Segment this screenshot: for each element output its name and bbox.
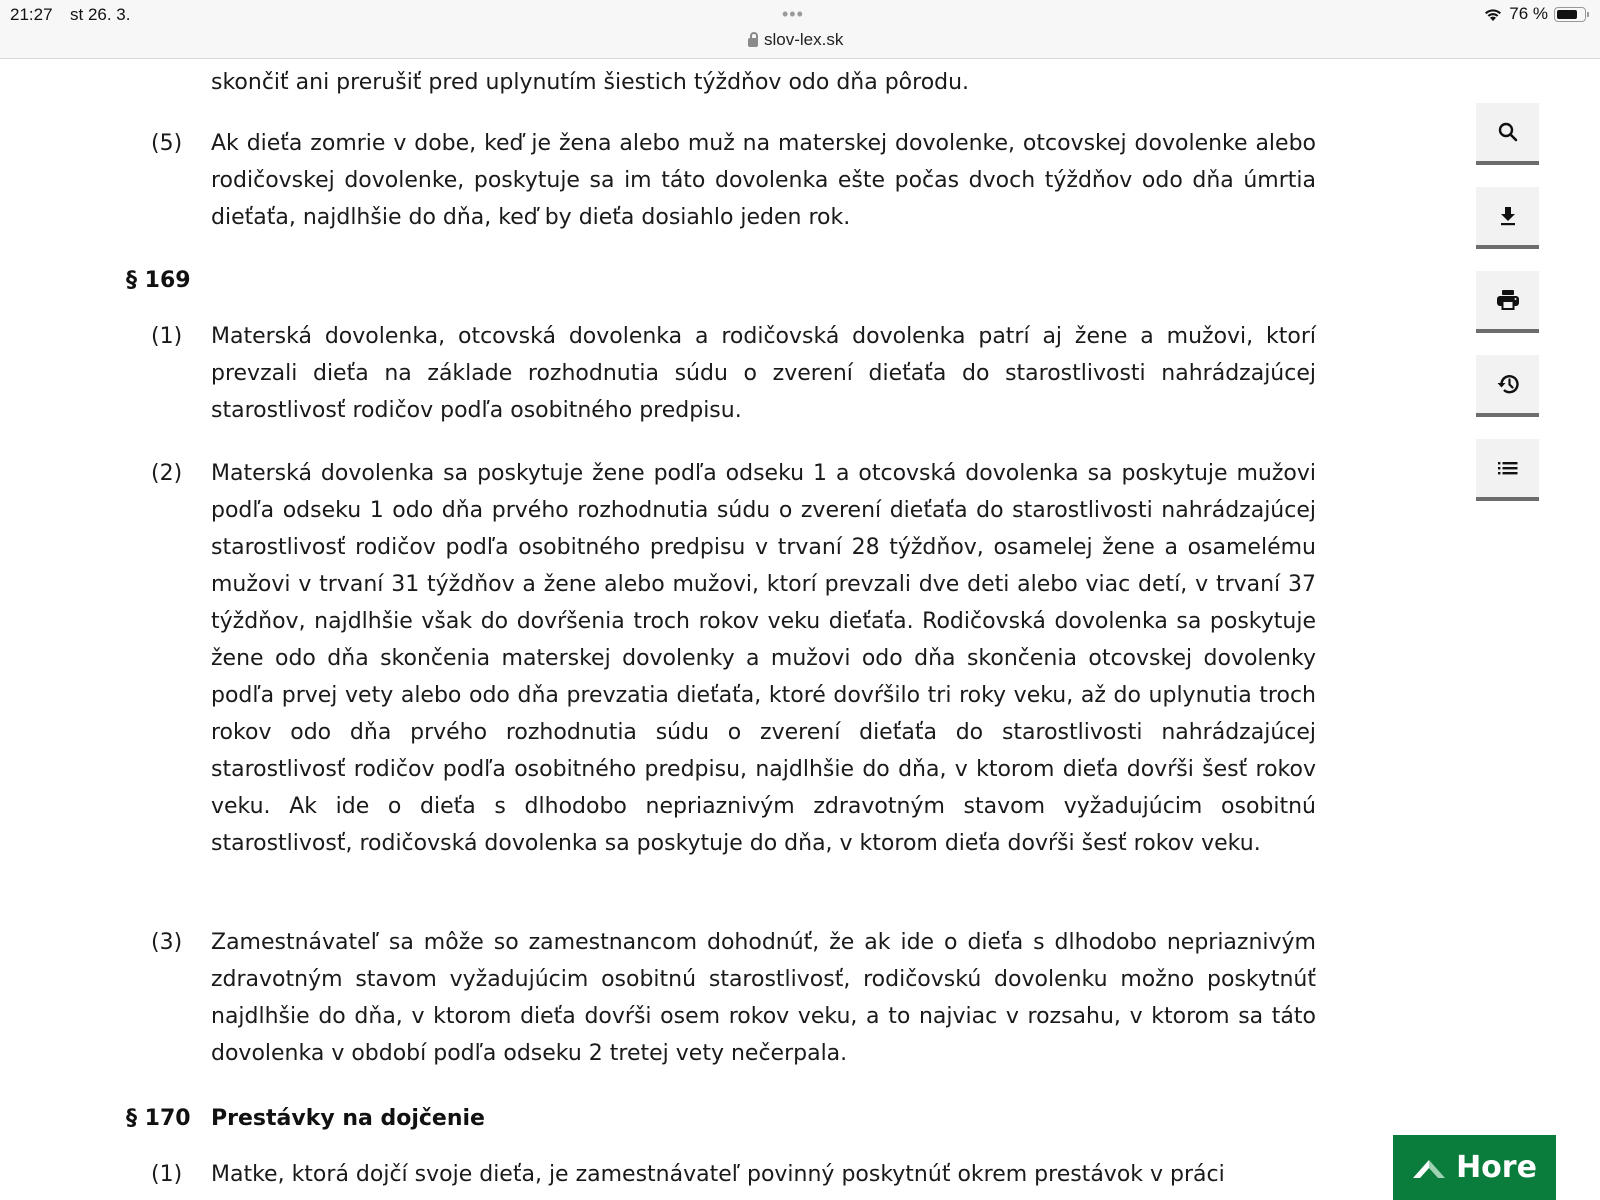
print-button[interactable] (1476, 271, 1539, 333)
paragraph-text: Matke, ktorá dojčí svoje dieťa, je zamestnávateľ povinný poskytnúť okrem prestávok v práci (211, 1162, 1225, 1187)
paragraph-fragment: skončiť ani prerušiť pred uplynutím šiestich týždňov odo dňa pôrodu. (211, 70, 970, 95)
section-heading-169: § 169 (126, 268, 191, 293)
chevron-up-icon (1412, 1156, 1446, 1180)
print-icon (1495, 288, 1521, 312)
back-to-top-button[interactable] (1393, 1135, 1556, 1200)
battery-level (1557, 10, 1577, 19)
paragraph-number: (1) (151, 1162, 183, 1187)
paragraph-number: (2) (151, 461, 183, 486)
paragraph-text: Materská dovolenka sa poskytuje žene podľa odseku 1 a otcovská dovolenka sa poskytuje mužovi podľa odseku 1 odo dňa prvého rozhodnutia súdu o zverení dieťaťa do starostlivosti nahrádzajúcej starostlivosť rodičov podľa osobitného predpisu v trvaní 28 týždňov, osamelej žene a osamelému mužovi v trvaní 31 týždňov a žene alebo mužovi, ktorí prevzali dve deti alebo viac detí, v trvaní 37 týždňov, najdlhšie však do dovŕšenia troch rokov veku dieťaťa. Rodičovská dovolenka sa poskytuje žene odo dňa skončenia materskej dovolenky a mužovi odo dňa skončenia otcovskej dovolenky podľa prvej vety alebo odo dňa prevzatia dieťaťa, ktoré dovŕšilo tri roky veku, až do uplynutia troch rokov odo dňa prvého rozhodnutia súdu o zverení dieťaťa do starostlivosti nahrádzajúcej starostlivosť rodičov podľa osobitného predpisu, najdlhšie do dňa, v ktorom dieťa dovŕši šesť rokov veku. Ak ide o dieťa s dlhodobo nepriaznivým zdravotným stavom vyžadujúcim osobitnú starostlivosť, rodičovská dovolenka sa poskytuje do dňa, v ktorom dieťa dovŕši šesť rokov veku. (211, 461, 1316, 856)
download-icon (1496, 204, 1520, 228)
status-time: 21:27 (10, 5, 53, 24)
paragraph-text: Zamestnávateľ sa môže so zamestnancom dohodnúť, že ak ide o dieťa s dlhodobo nepriaznivým zdravotným stavom vyžadujúcim osobitnú starostlivosť, rodičovskú dovolenku možno poskytnúť najdlhšie do dňa, v ktorom dieťa dovŕši osem rokov veku, a to najviac v rozsahu, v ktorom sa táto dovolenka v období podľa odseku 2 tretej vety nečerpala. (211, 930, 1316, 1066)
history-icon (1495, 372, 1521, 396)
paragraph-text: Materská dovolenka, otcovská dovolenka a rodičovská dovolenka patrí aj žene a mužovi, ktorí prevzali dieťa na základe rozhodnutia súdu o zverení dieťaťa do starostlivosti nahrádzajúcej starostlivosť rodičov podľa osobitného predpisu. (211, 324, 1316, 423)
tab-dots-handle[interactable]: ••• (782, 4, 804, 24)
wifi-icon (1483, 7, 1503, 22)
list-icon (1496, 456, 1520, 480)
paragraph-text: Ak dieťa zomrie v dobe, keď je žena alebo muž na materskej dovolenke, otcovskej dovolenke alebo rodičovskej dovolenke, poskytuje sa im táto dovolenka ešte počas dvoch týždňov odo dňa úmrtia dieťaťa, najdlhšie do dňa, keď by dieťa dosiahlo jeden rok. (211, 131, 1316, 230)
search-button[interactable] (1476, 103, 1539, 165)
paragraph-number: (5) (151, 131, 183, 156)
download-button[interactable] (1476, 187, 1539, 249)
section-heading-170: § 170 (126, 1106, 191, 1131)
section-title-170: Prestávky na dojčenie (211, 1106, 485, 1131)
back-to-top-label: Hore (1456, 1150, 1537, 1185)
lock-icon (748, 38, 758, 47)
url-text: slov-lex.sk (764, 30, 844, 49)
history-button[interactable] (1476, 355, 1539, 417)
address-bar[interactable] (748, 30, 843, 50)
search-icon (1496, 120, 1520, 144)
status-indicators (1483, 4, 1586, 24)
paragraph-number: (3) (151, 930, 183, 955)
battery-percent: 76 % (1509, 4, 1548, 23)
paragraph-number: (1) (151, 324, 183, 349)
battery-icon (1554, 7, 1586, 22)
table-of-contents-button[interactable] (1476, 439, 1539, 501)
status-bar (0, 0, 1600, 59)
status-date: st 26. 3. (70, 5, 131, 24)
